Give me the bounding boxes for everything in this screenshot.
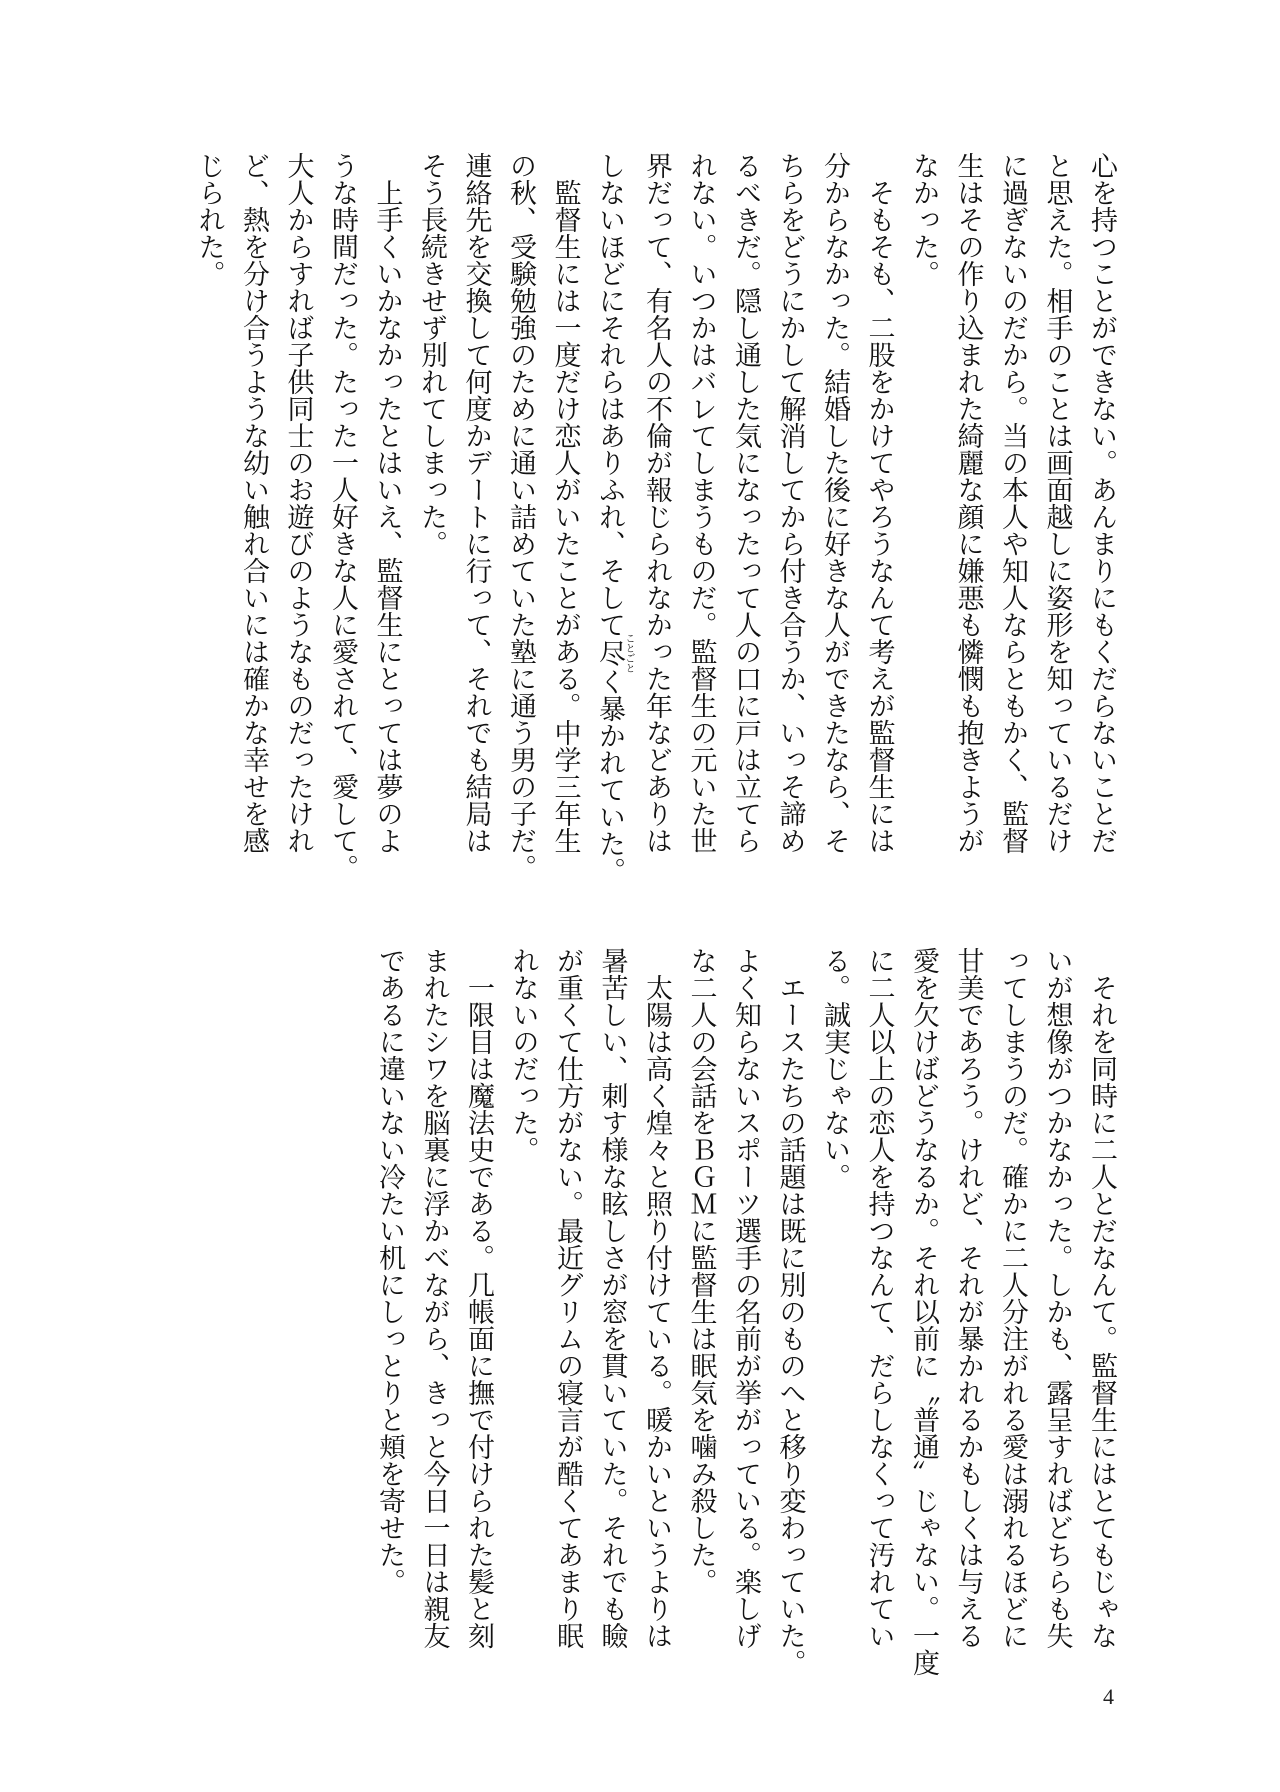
- text-column: 大人からすれば子供同士のお遊びのようなものだったけれ: [282, 152, 314, 854]
- ruby-annotation: [594, 633, 634, 673]
- text-column: エースたちの話題は既に別のものへと移り変わっていた。: [774, 947, 806, 1676]
- text-column: 心を持つことができない。あんまりにもくだらないことだ: [1086, 152, 1117, 854]
- text-column: ちらをどうにかして解消してから付き合うか、いっそ諦め: [774, 152, 806, 854]
- text-column: に過ぎないのだから。当の本人や知人ならともかく、監督: [997, 152, 1028, 854]
- text-column: 甘美であろう。けれど、それが暴かれるかもしくは与える: [952, 947, 984, 1649]
- text-column: じられた。: [193, 152, 225, 287]
- text-column: 界だって、有名人の不倫が報じられなかった年などありは: [641, 152, 672, 854]
- text-column: [587, 152, 634, 884]
- text-column: る。誠実じゃない。: [819, 947, 850, 1190]
- text-column: に二人以上の恋人を持つなんて、だらしなくって汚れてい: [863, 947, 895, 1649]
- text-column: それを同時に二人とだなんて。監督生にはとてもじゃな: [1086, 947, 1117, 1649]
- text-column: が重くて仕方がない。最近グリムの寝言が酷くてあまり眠: [552, 947, 583, 1649]
- text-column: なかった。: [908, 152, 939, 287]
- text-column: 監督生には一度だけ恋人がいたことがある。中学三年生: [549, 152, 581, 854]
- text-segment: く暴かれていた。: [594, 668, 625, 884]
- text-column: ってしまうのだ。確かに二人分注がれる愛は溺れるほどに: [997, 947, 1028, 1649]
- page-number: 4: [1103, 1684, 1114, 1709]
- text-column: よく知らないスポーツ選手の名前が挙がっている。楽しげ: [730, 947, 761, 1649]
- text-column: 暑苦しい、刺す様な眩しさが窓を貫いていた。それでも瞼: [596, 947, 628, 1649]
- ruby-base: 尽: [594, 633, 625, 673]
- text-column: 連絡先を交換して何度かデートに行って、それでも結局は: [460, 152, 492, 854]
- text-column: であるに違いない冷たい机にしっとりと頬を寄せた。: [374, 947, 405, 1595]
- text-column: 分からなかった。結婚した後に好きな人ができたなら、そ: [819, 152, 850, 854]
- text-column: ど、熱を分け合うような幼い触れ合いには確かな幸せを感: [238, 152, 269, 854]
- text-column: るべきだ。隠し通した気になったって人の口に戸は立てら: [730, 152, 761, 854]
- text-block-lower: [367, 947, 1124, 1676]
- text-column: そもそも、二股をかけてやろうなんて考えが監督生には: [863, 152, 895, 854]
- text-column: な二人の会話をＢＧＭに監督生は眠気を噛み殺した。: [685, 947, 717, 1595]
- text-column: と思えた。相手のことは画面越しに姿形を知っているだけ: [1041, 152, 1073, 854]
- text-column: れない。いつかはバレてしまうものだ。監督生の元いた世: [685, 152, 717, 854]
- text-column: 生はその作り込まれた綺麗な顔に嫌悪も憐憫も抱きようが: [952, 152, 984, 854]
- text-column: 愛を欠けばどうなるか。それ以前に〝普通〟じゃない。一度: [908, 947, 939, 1676]
- text-column: 太陽は高く煌々と照り付けている。暖かいというよりは: [641, 947, 672, 1649]
- text-block-upper: [186, 152, 1123, 884]
- text-column: うな時間だった。たった一人好きな人に愛されて、愛して。: [327, 152, 358, 881]
- text-column: まれたシワを脳裏に浮かべながら、きっと今日一日は親友: [418, 947, 450, 1649]
- text-column: れないのだった。: [507, 947, 539, 1163]
- text-column: いが想像がつかなかった。しかも、露呈すればどちらも失: [1041, 947, 1073, 1649]
- text-column: 上手くいかなかったとはいえ、監督生にとっては夢のよ: [371, 152, 403, 854]
- text-segment: しないほどにそれらはありふれ、そして: [594, 152, 625, 638]
- text-column: 一限目は魔法史である。几帳面に撫で付けられた髪と刻: [463, 947, 494, 1649]
- text-column: そう長続きせず別れてしまった。: [416, 152, 447, 557]
- ruby-text: ことごと: [623, 633, 634, 673]
- text-column: の秋、受験勉強のために通い詰めていた塾に通う男の子だ。: [505, 152, 536, 881]
